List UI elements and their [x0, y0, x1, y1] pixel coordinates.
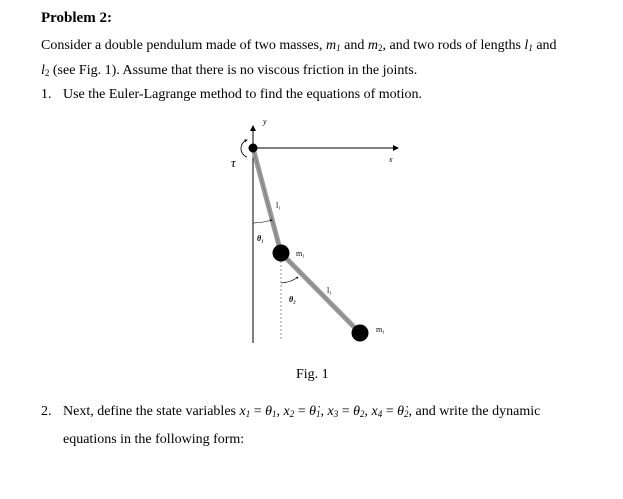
problem-title: Problem 2:: [41, 10, 112, 26]
item-1-text: Use the Euler-Lagrange method to find the equations of motion.: [63, 87, 422, 102]
item-2-number: 2.: [41, 404, 52, 419]
mass-1-label: m₁: [296, 249, 306, 258]
rod-2-label: l₁: [327, 286, 333, 295]
torque-arrow: [241, 140, 247, 157]
item-1-number: 1.: [41, 87, 52, 102]
item-2-line-1: Next, define the state variables $x_1 = \theta_1$, $x_2$ = $\thetȧ_1$, $x_3 = \theta_2$, $x_4$ = $\thetȧ_2$, and write the dynamic: [63, 404, 541, 419]
state-var-3: $x_3 = \theta_2$: [327, 404, 365, 419]
rod-1-label: l₁: [276, 201, 282, 210]
theta1-arc: [253, 220, 272, 223]
mass-1: [273, 245, 290, 262]
item-2-line-2: equations in the following form:: [63, 432, 245, 447]
y-axis-label: y: [263, 117, 267, 126]
intro-line-1: Consider a double pendulum made of two masses, $m_1$ and $m_2$, and two rods of lengths $l_1$ and: [41, 38, 557, 53]
x-axis-label: x: [389, 155, 393, 164]
rod-2-outline: [281, 253, 360, 333]
torque-label: τ: [231, 155, 236, 170]
state-var-2: $x_2$ = $\thetȧ_1$: [283, 404, 321, 419]
theta1-label: θ₁: [257, 234, 264, 243]
state-variables-equation: $x_1 = \theta_1$, $x_2$ = $\thetȧ_1$, $x_3 = \theta_2$, $x_4$ = $\thetȧ_2$: [239, 404, 409, 419]
theta2-arc: [281, 277, 298, 283]
state-var-1: $x_1 = \theta_1$: [239, 404, 277, 419]
state-var-4: $x_4$ = $\thetȧ_2$: [371, 404, 409, 419]
figure-caption: Fig. 1: [296, 367, 329, 382]
pivot-joint: [249, 144, 258, 153]
mass-2: [352, 325, 369, 342]
mass-2-label: m₁: [376, 325, 386, 334]
intro-line-2: $l_2$ (see Fig. 1). Assume that there is no viscous friction in the joints.: [41, 63, 418, 78]
theta2-label: θ₂: [289, 295, 296, 304]
